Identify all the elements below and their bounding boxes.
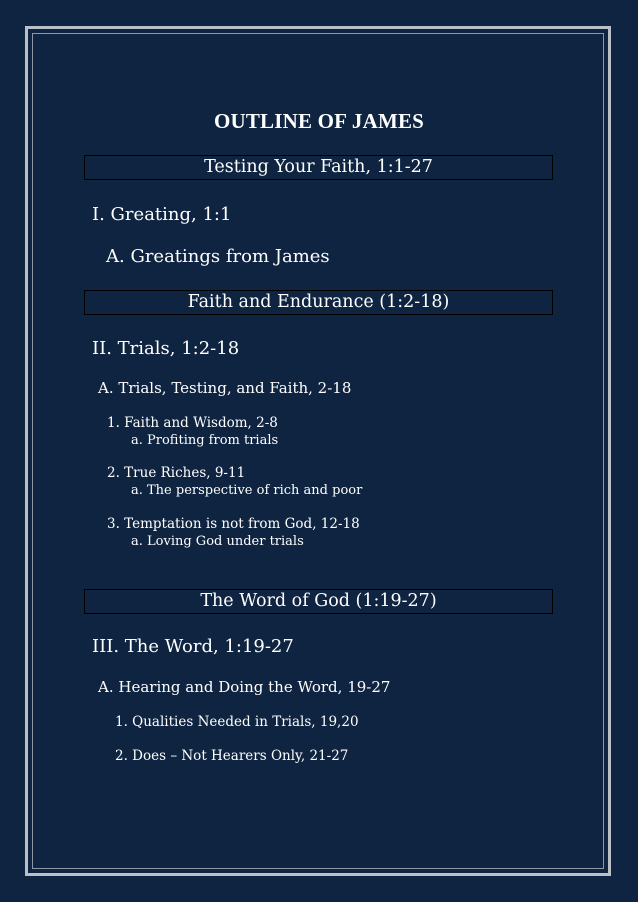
outline-point: 3. Temptation is not from God, 12-18 — [107, 516, 360, 532]
outline-point: 2. True Riches, 9-11 — [107, 465, 246, 481]
outline-main-heading: II. Trials, 1:2-18 — [92, 338, 240, 359]
outline-detail: a. The perspective of rich and poor — [131, 483, 363, 498]
section-header-word-of-god: The Word of God (1:19-27) — [84, 589, 553, 614]
outline-point: 1. Faith and Wisdom, 2-8 — [107, 415, 278, 431]
outline-point: 2. Does – Not Hearers Only, 21-27 — [115, 748, 349, 764]
outline-subheading: A. Hearing and Doing the Word, 19-27 — [98, 678, 391, 696]
section-header-faith-endurance: Faith and Endurance (1:2-18) — [84, 290, 553, 315]
outline-detail: a. Loving God under trials — [131, 534, 304, 549]
outline-detail: a. Profiting from trials — [131, 433, 279, 448]
outline-subheading: A. Trials, Testing, and Faith, 2-18 — [98, 379, 352, 397]
section-header-testing-faith: Testing Your Faith, 1:1-27 — [84, 155, 553, 180]
outline-main-heading: I. Greating, 1:1 — [92, 204, 232, 225]
page-title: OUTLINE OF JAMES — [213, 109, 425, 133]
outline-point: 1. Qualities Needed in Trials, 19,20 — [115, 714, 359, 730]
outline-subheading: A. Greatings from James — [106, 246, 330, 267]
outline-main-heading: III. The Word, 1:19-27 — [92, 636, 294, 657]
